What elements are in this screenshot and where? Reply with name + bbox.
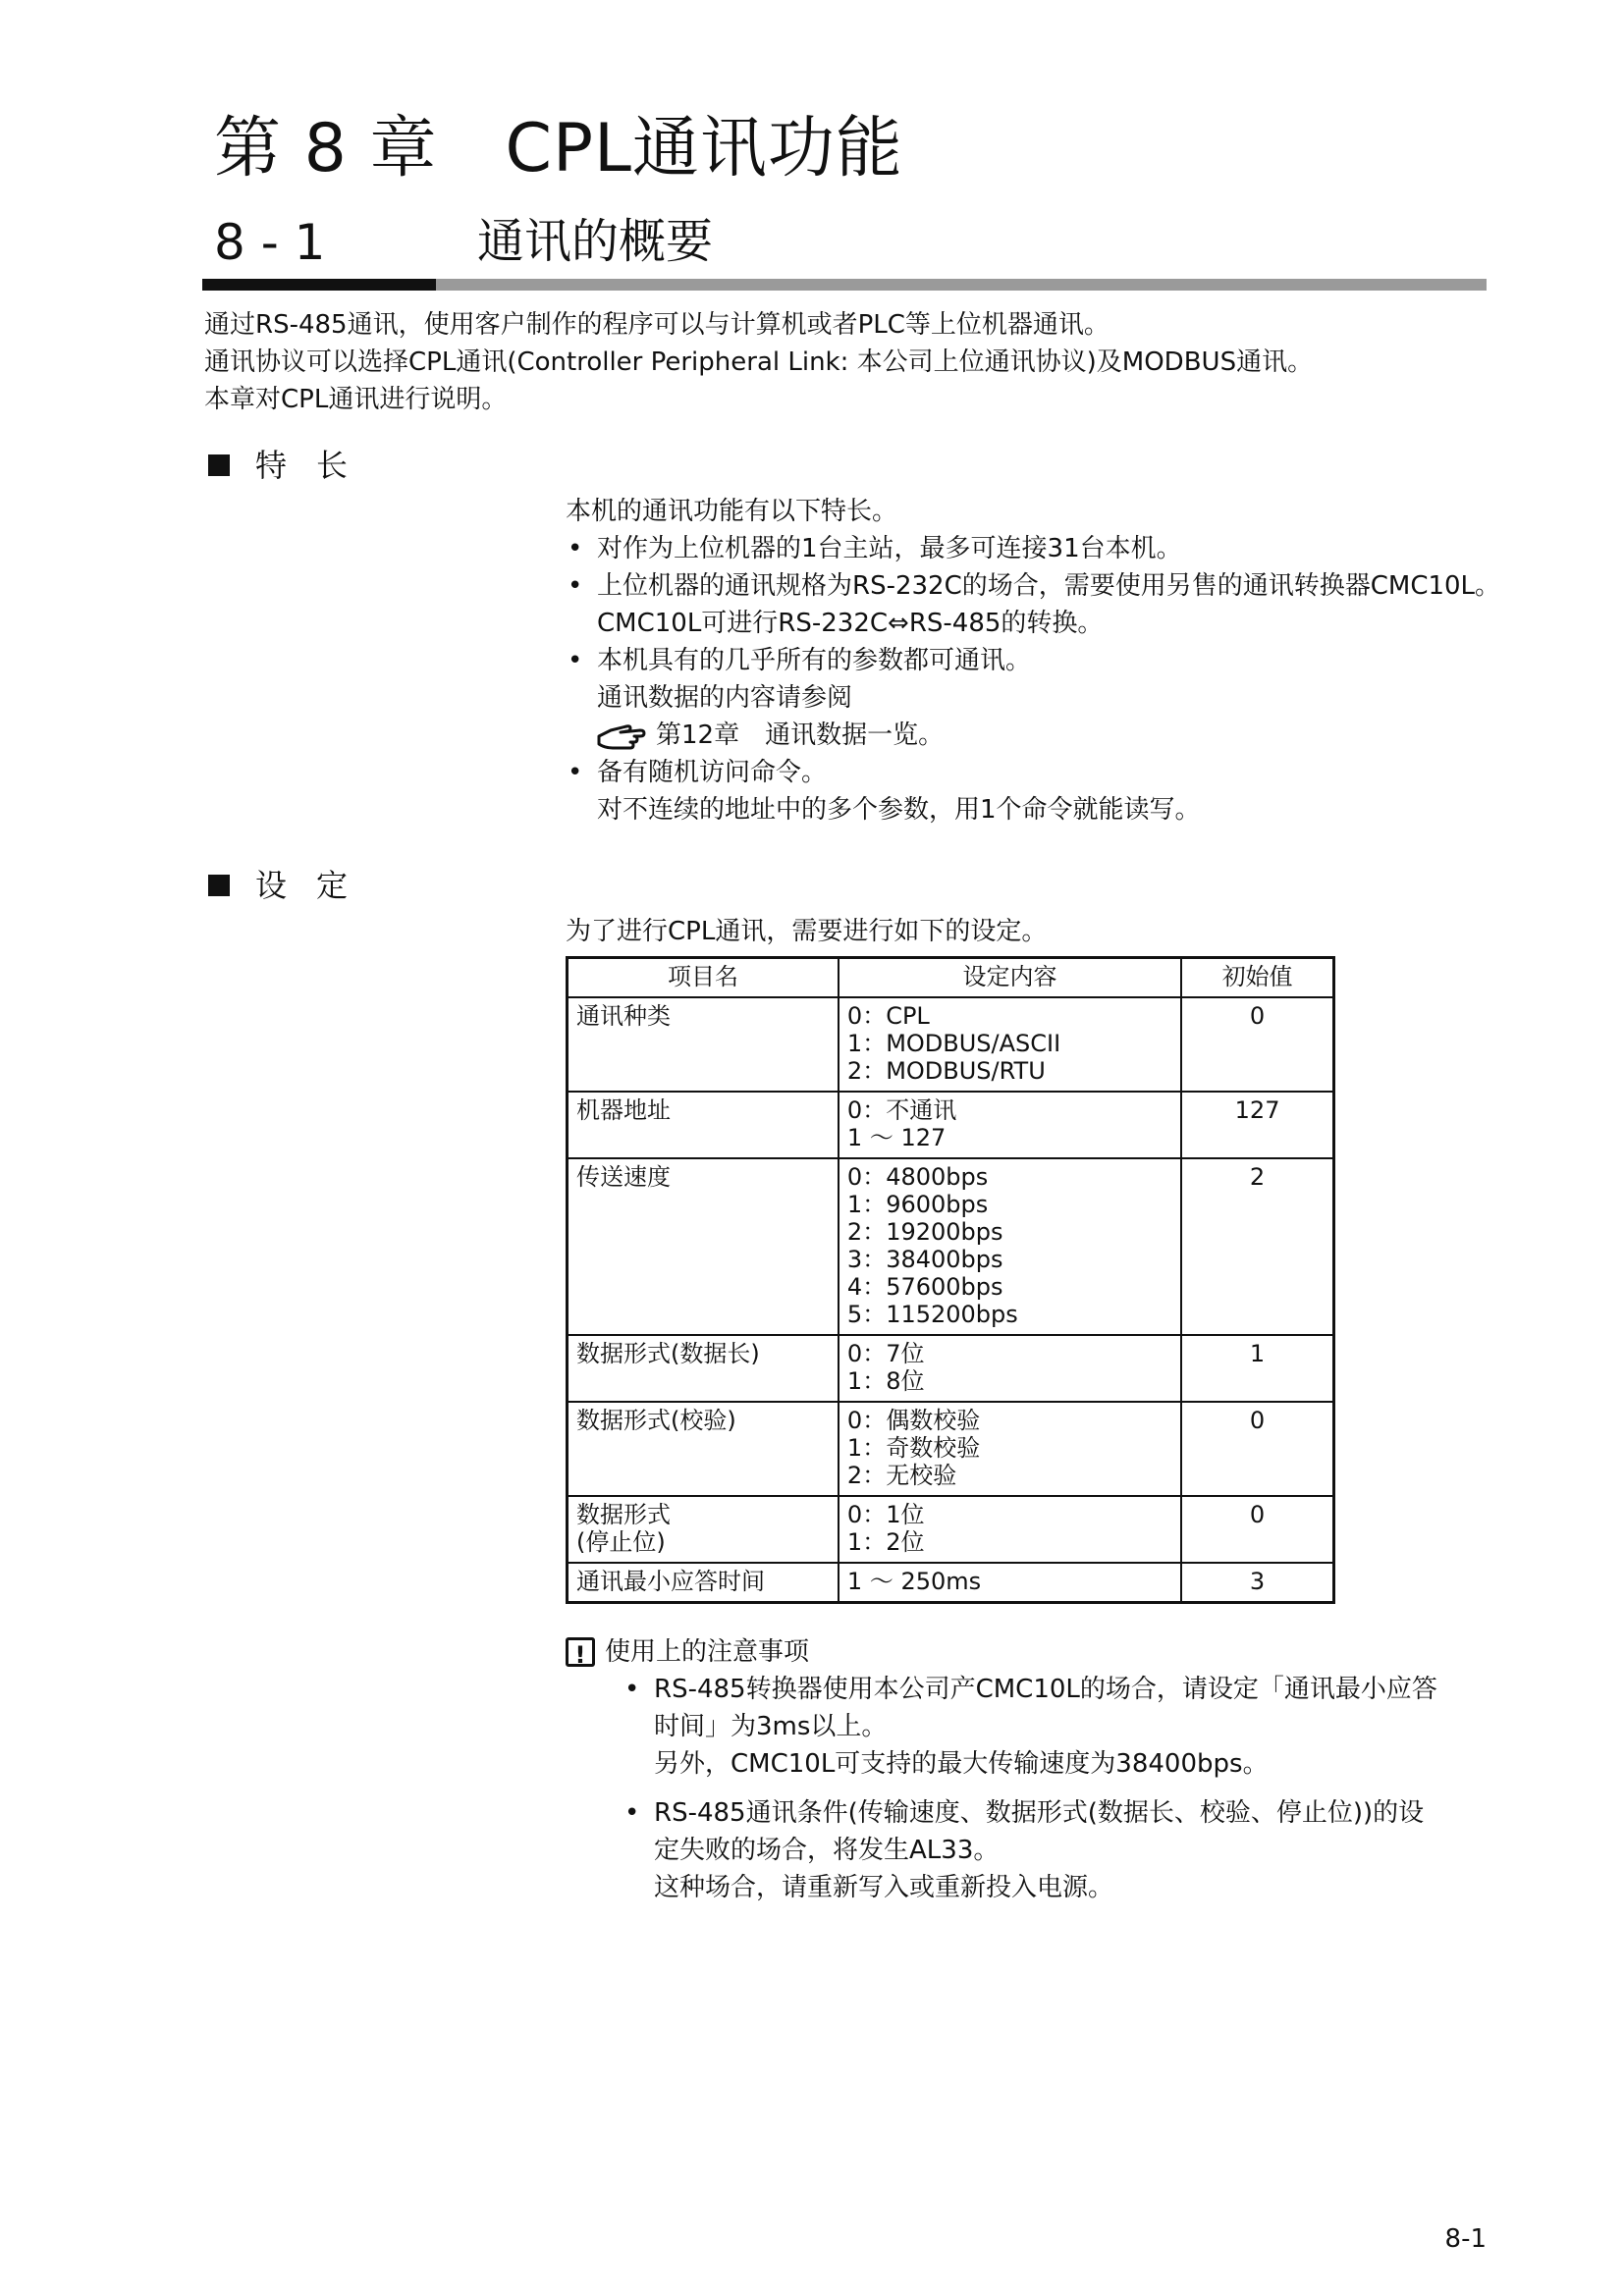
list-item: • 上位机器的通讯规格为RS-232C的场合，需要使用另售的通讯转换器CMC10L。	[566, 567, 1500, 605]
intro-line: 通过RS-485通讯，使用客户制作的程序可以与计算机或者PLC等上位机器通讯。	[204, 310, 1110, 340]
settings-table	[566, 956, 1335, 1604]
content-cell	[839, 1158, 1181, 1335]
note-line: 这种场合，请重新写入或重新投入电源。	[654, 1873, 1114, 1902]
features-heading-text: 特长	[255, 447, 378, 484]
table-row	[568, 997, 1334, 1092]
item-cell: 传送速度	[568, 1158, 839, 1335]
note-line: 另外，CMC10L可支持的最大传输速度为38400bps。	[654, 1749, 1269, 1779]
reference-text: 第12章 通讯数据一览。	[656, 721, 945, 750]
content-cell	[839, 1335, 1181, 1402]
list-item: • 本机具有的几乎所有的参数都可通讯。	[566, 642, 1500, 679]
square-bullet-icon	[208, 875, 230, 896]
content-line: 0：CPL	[846, 1001, 930, 1030]
content-line: 0：1位	[846, 1500, 925, 1528]
note-line: 定失败的场合，将发生AL33。	[654, 1836, 1000, 1865]
features-heading	[208, 447, 378, 484]
item-cell: 数据形式(数据长)	[568, 1335, 839, 1402]
features-lead: 本机的通讯功能有以下特长。	[566, 497, 898, 526]
content-line: 1 ～ 250ms	[846, 1567, 982, 1595]
content-line: 0：偶数校验	[846, 1406, 981, 1434]
exclamation-icon: !	[566, 1637, 595, 1667]
content-cell	[839, 1402, 1181, 1496]
table-row	[568, 1158, 1334, 1335]
reference-line	[566, 717, 1500, 754]
features-list	[566, 493, 1500, 828]
item-line: (停止位)	[576, 1527, 666, 1556]
section-rule-gray	[434, 279, 1487, 291]
list-item-continuation: 通讯数据的内容请参阅	[597, 683, 853, 713]
initial-cell: 0	[1181, 1402, 1333, 1496]
settings-heading	[208, 867, 378, 904]
item-cell: 机器地址	[568, 1092, 839, 1158]
content-line: 1：9600bps	[846, 1190, 989, 1218]
content-line: 0：不通讯	[846, 1095, 957, 1124]
intro-line: 通讯协议可以选择CPL通讯(Controller Peripheral Link: 本公司上位通讯协议)及MODBUS通讯。	[204, 347, 1314, 377]
pointing-hand-icon	[597, 721, 648, 750]
item-cell: 通讯最小应答时间	[568, 1563, 839, 1603]
initial-cell: 3	[1181, 1563, 1333, 1603]
note-item	[566, 1794, 1437, 1906]
content-line: 3：38400bps	[846, 1245, 1003, 1273]
table-row	[568, 1092, 1334, 1158]
table-row	[568, 1335, 1334, 1402]
content-cell	[839, 997, 1181, 1092]
section-title: 通讯的概要	[477, 214, 714, 269]
notes-heading-text: 使用上的注意事项	[605, 1637, 810, 1667]
table-row	[568, 1402, 1334, 1496]
list-item: • 备有随机访问命令。	[566, 754, 1500, 791]
note-item	[566, 1671, 1437, 1783]
settings-heading-text: 设定	[255, 867, 378, 904]
content-line: 2：无校验	[846, 1461, 957, 1489]
content-line: 1：奇数校验	[846, 1433, 981, 1462]
initial-cell: 1	[1181, 1335, 1333, 1402]
column-header-content: 设定内容	[839, 958, 1181, 997]
section-number: 8 - 1	[214, 214, 326, 271]
list-item-continuation: CMC10L可进行RS-232C⇔RS-485的转换。	[597, 609, 1104, 638]
content-cell	[839, 1563, 1181, 1603]
content-line: 0：7位	[846, 1339, 925, 1367]
list-item: • 对作为上位机器的1台主站，最多可连接31台本机。	[566, 530, 1500, 567]
content-line: 1 ～ 127	[846, 1123, 947, 1151]
table-row	[568, 1496, 1334, 1563]
note-line: • RS-485通讯条件(传输速度、数据形式(数据长、校验、停止位))的设	[654, 1798, 1425, 1828]
settings-lead: 为了进行CPL通讯，需要进行如下的设定。	[566, 917, 1048, 946]
chapter-title: 第 8 章 CPL通讯功能	[214, 110, 903, 187]
content-line: 5：115200bps	[846, 1300, 1018, 1328]
content-cell	[839, 1496, 1181, 1563]
initial-cell: 0	[1181, 997, 1333, 1092]
table-header-row	[568, 958, 1334, 997]
content-line: 4：57600bps	[846, 1272, 1003, 1301]
usage-notes	[566, 1633, 1437, 1906]
content-line: 1：2位	[846, 1527, 925, 1556]
list-item-continuation: 对不连续的地址中的多个参数，用1个命令就能读写。	[597, 795, 1201, 825]
item-cell	[568, 1496, 839, 1563]
section-rule-black	[202, 279, 436, 291]
page-number: 8-1	[1444, 2224, 1487, 2254]
content-line: 2：19200bps	[846, 1217, 1003, 1246]
intro-paragraph	[204, 306, 1313, 418]
square-bullet-icon	[208, 454, 230, 476]
notes-heading	[566, 1633, 1437, 1671]
content-line: 1：MODBUS/ASCII	[846, 1029, 1061, 1057]
content-line: 1：8位	[846, 1366, 925, 1395]
column-header-initial: 初始值	[1181, 958, 1333, 997]
content-cell	[839, 1092, 1181, 1158]
initial-cell: 0	[1181, 1496, 1333, 1563]
content-line: 0：4800bps	[846, 1162, 989, 1191]
intro-line: 本章对CPL通讯进行说明。	[204, 385, 508, 414]
content-line: 2：MODBUS/RTU	[846, 1056, 1046, 1085]
initial-cell: 127	[1181, 1092, 1333, 1158]
column-header-item: 项目名	[568, 958, 839, 997]
item-line: 数据形式	[576, 1500, 671, 1528]
note-line: 时间」为3ms以上。	[654, 1712, 888, 1741]
table-row	[568, 1563, 1334, 1603]
initial-cell: 2	[1181, 1158, 1333, 1335]
note-line: • RS-485转换器使用本公司产CMC10L的场合，请设定「通讯最小应答	[654, 1675, 1437, 1704]
item-cell: 通讯种类	[568, 997, 839, 1092]
item-cell: 数据形式(校验)	[568, 1402, 839, 1496]
